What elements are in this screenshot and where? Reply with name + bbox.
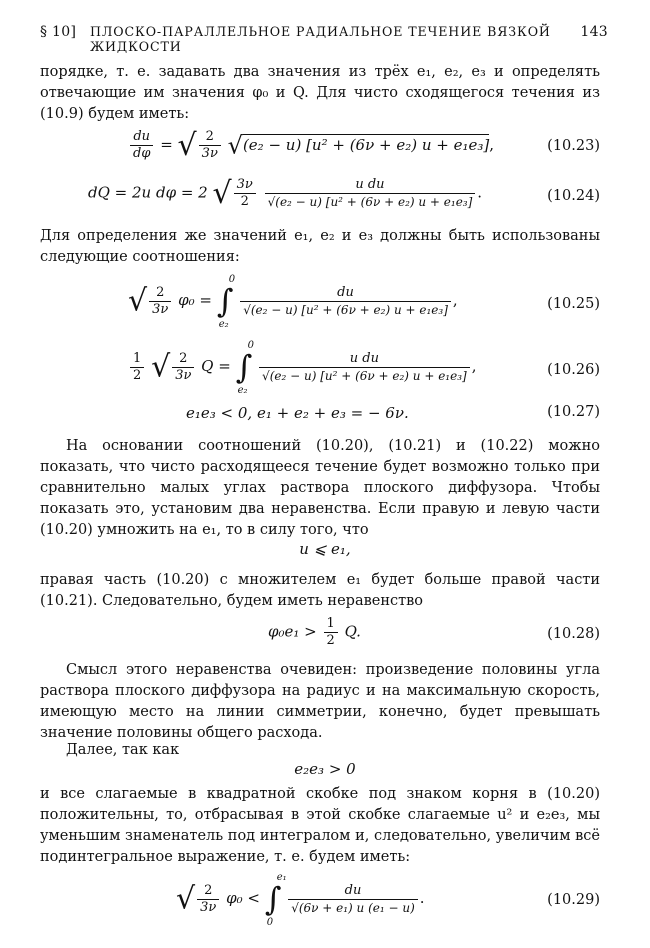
paragraph-1: порядке, т. е. задавать два значения из трёх e₁, e₂, e₃ и определять отвечающие им значения φ₀ и Q. Для чисто сходящегося течения из (10.9) будем иметь: xyxy=(40,64,600,122)
equation-number: (10.28) xyxy=(547,626,600,642)
equation-number: (10.29) xyxy=(547,892,600,908)
inequality-u-le-e1: u ⩽ e₁, xyxy=(299,540,351,558)
equation-10-26: $\frac{1}{2}$ √ $\frac{2}{3\nu}$ Q = ∫ 0 e₂ $\frac{\text{u du}}{\text{√(e₂ − u) [u² + (6ν + e₂) u + e₁e₃]}}$ , (10.26) xyxy=(0,348,650,388)
equation-10-28: φ₀e₁ > $\frac{1}{2}$ Q. (10.28) xyxy=(268,616,600,648)
paragraph-2: Для определения же значений e₁, e₂ и e₃ должны быть использованы следующие соотношения: xyxy=(40,228,600,265)
derivative-fraction: $\frac{du}{d\varphi}$ xyxy=(130,129,153,162)
integral-sign: ∫ e₁ 0 xyxy=(264,872,287,928)
equation-number: (10.25) xyxy=(547,296,600,312)
page-number: 143 xyxy=(580,24,608,40)
paragraph-6: Далее, так как xyxy=(66,742,180,758)
equation-number: (10.26) xyxy=(547,362,600,378)
equation-10-29: √ $\frac{2}{3\nu}$ φ₀ < ∫ e₁ 0 $\frac{du}{\text{√(6ν + e₁) u (e₁ − u)}}$ . (10.29) xyxy=(176,872,600,928)
paragraph-4: правая часть (10.20) с множителем e₁ будет больше правой части (10.21). Следовательно, будем иметь неравенство xyxy=(40,572,600,609)
section-number: § 10] xyxy=(40,24,77,40)
equation-10-23: $\frac{du}{d\varphi}$ = √ $\frac{2}{3\nu}$ √(e₂ − u) [u² + (6ν + e₂) u + e₁e₃], (10.23) xyxy=(0,128,650,168)
coefficient-fraction: $\frac{2}{3\nu}$ xyxy=(199,129,221,162)
header-title: ПЛОСКО-ПАРАЛЛЕЛЬНОЕ РАДИАЛЬНОЕ ТЕЧЕНИЕ ВЯЗКОЙ ЖИДКОСТИ xyxy=(90,24,551,54)
inequality-e2e3-gt-0: e₂e₃ > 0 xyxy=(294,760,356,778)
paragraph-3: На основании соотношений (10.20), (10.21) и (10.22) можно показать, что чисто расходящееся течение будет возможно только при сравнительно малых углах раствора плоского диффузора. Чтобы показать это, установим два неравенства. Если правую и левую части (10.20) умножить на e₁, то в силу того, что xyxy=(40,438,600,538)
equation-number: (10.27) xyxy=(547,404,600,420)
integral-sign: ∫ 0 e₂ xyxy=(216,274,236,330)
integral-sign: ∫ 0 e₂ xyxy=(235,340,254,396)
equation-10-25: √ $\frac{2}{3\nu}$ φ₀ = ∫ 0 e₂ $\frac{du}{\text{√(e₂ − u) [u² + (6ν + e₂) u + e₁e₃]}}$ , (10.25) xyxy=(128,274,600,330)
integrand-fraction: $\frac{\text{u du}}{\text{√(e₂ − u) [u² + (6ν + e₂) u + e₁e₃]}}$ xyxy=(265,177,476,210)
equation-10-24: dQ = 2u dφ = 2 √ $\frac{3\nu}{2}$ $\frac{\text{u du}}{\text{√(e₂ − u) [u² + (6ν + e₂) u + e₁e₃]}}$ . (10.24) xyxy=(88,176,600,211)
root-body: (e₂ − u) [u² + (6ν + e₂) u + e₁e₃] xyxy=(242,135,490,154)
paragraph-7: и все слагаемые в квадратной скобке под знаком корня в (10.20) положительны, то, отбрасывая в этой скобке слагаемые u² и e₂e₃, мы уменьшим знаменатель под интегралом и, следовательно, увеличим всё подинтегральное выражение, т. е. будем иметь: xyxy=(40,786,600,865)
equation-10-27: e₁e₃ < 0, e₁ + e₂ + e₃ = − 6ν. (10.27) xyxy=(186,404,600,422)
paragraph-5: Смысл этого неравенства очевиден: произведение половины угла раствора плоского диффузора на радиус и на максимальную скорость, имеющую место на линии симметрии, конечно, будет превышать значение половины общего расхода. xyxy=(40,662,600,741)
equation-number: (10.23) xyxy=(547,138,600,154)
running-header xyxy=(40,24,608,54)
equation-number: (10.24) xyxy=(547,188,600,204)
